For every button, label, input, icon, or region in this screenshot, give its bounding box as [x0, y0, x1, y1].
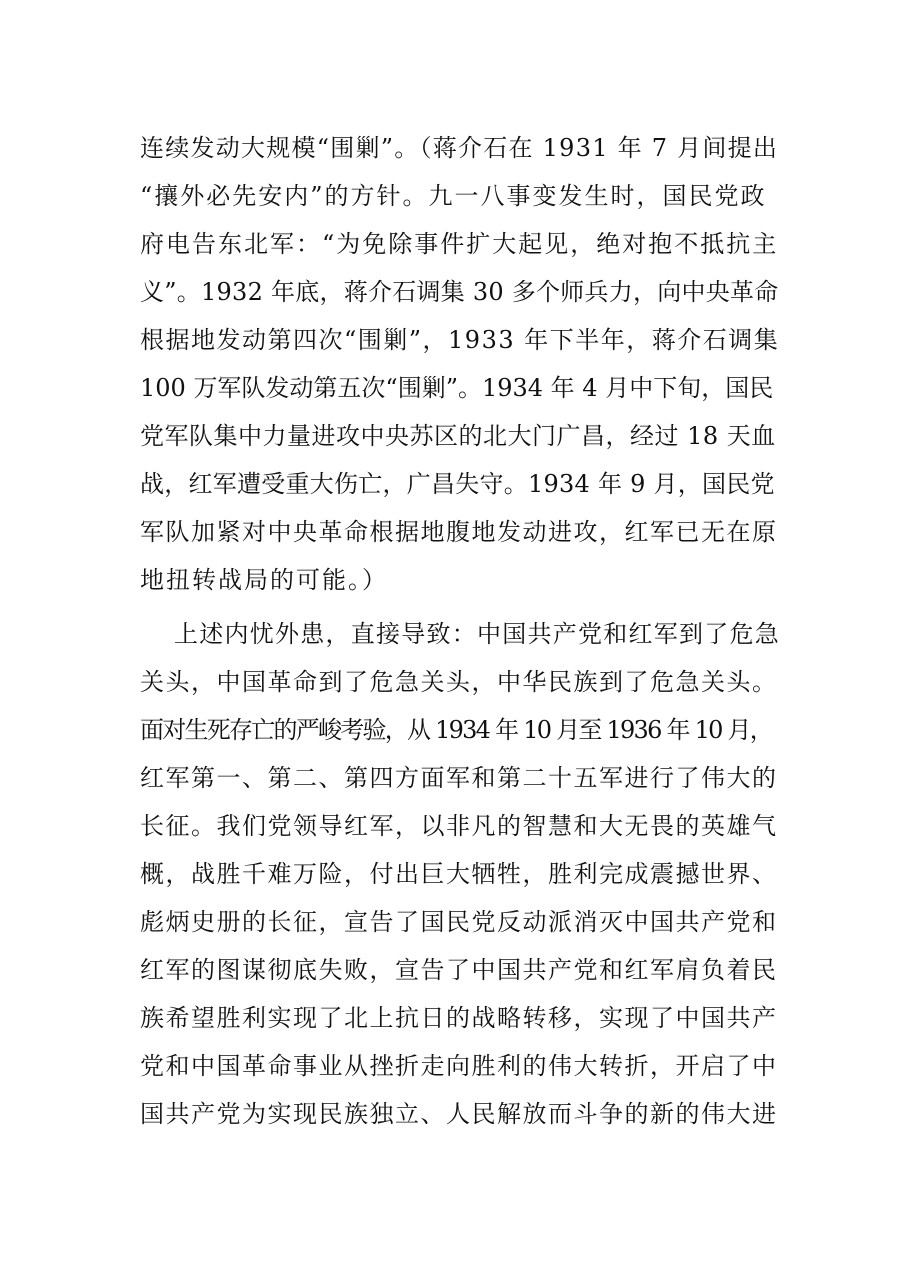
text-line: 军队加紧对中央革命根据地腹地发动进攻，红军已无在原 [140, 518, 778, 546]
text-line: 党和中国革命事业从挫折走向胜利的伟大转折，开启了中 [140, 1052, 778, 1080]
text-line: “攘外必先安内”的方针。九一八事变发生时，国民党政 [140, 182, 767, 210]
text-line: 府电告东北军：“为免除事件扩大起见，绝对抱不抵抗主 [140, 230, 779, 258]
text-line: 红军第一、第二、第四方面军和第二十五军进行了伟大的 [140, 764, 778, 792]
text-line: 彪炳史册的长征，宣告了国民党反动派消灭中国共产党和 [140, 908, 778, 936]
text-line: 概，战胜千难万险，付出巨大牺牲，胜利完成震撼世界、 [140, 860, 778, 888]
text-line: 战，红军遭受重大伤亡，广昌失守。1934 年 9 月，国民党 [140, 470, 775, 498]
text-line: 族希望胜利实现了北上抗日的战略转移，实现了中国共产 [140, 1004, 778, 1032]
text-line: 关头，中国革命到了危急关头，中华民族到了危急关头。 [140, 668, 778, 696]
text-line: 面对生死存亡的严峻考验，从 1934 年 10 月至 1936 年 10 月， [140, 716, 773, 744]
text-line: 根据地发动第四次“围剿”，1933 年下半年，蒋介石调集 [140, 326, 780, 354]
text-line: 地扭转战局的可能。） [140, 566, 388, 594]
text-line: 义”。1932 年底，蒋介石调集 30 多个师兵力，向中央革命 [140, 278, 779, 306]
text-line: 党军队集中力量进攻中央苏区的北大门广昌，经过 18 天血 [140, 422, 776, 450]
paragraph-2 [140, 610, 780, 1138]
text-line: 长征。我们党领导红军，以非凡的智慧和大无畏的英雄气 [140, 812, 778, 840]
text-line: 红军的图谋彻底失败，宣告了中国共产党和红军肩负着民 [140, 956, 778, 984]
text-line-indented: 上述内忧外患，直接导致：中国共产党和红军到了危急 [174, 620, 780, 648]
paragraph-1 [140, 124, 780, 604]
text-line: 连续发动大规模“围剿”。（蒋介石在 1931 年 7 月间提出 [140, 134, 779, 162]
text-line: 国共产党为实现民族独立、人民解放而斗争的新的伟大进 [140, 1100, 778, 1128]
text-line: 100 万军队发动第五次“围剿”。1934 年 4 月中下旬，国民 [140, 374, 774, 402]
